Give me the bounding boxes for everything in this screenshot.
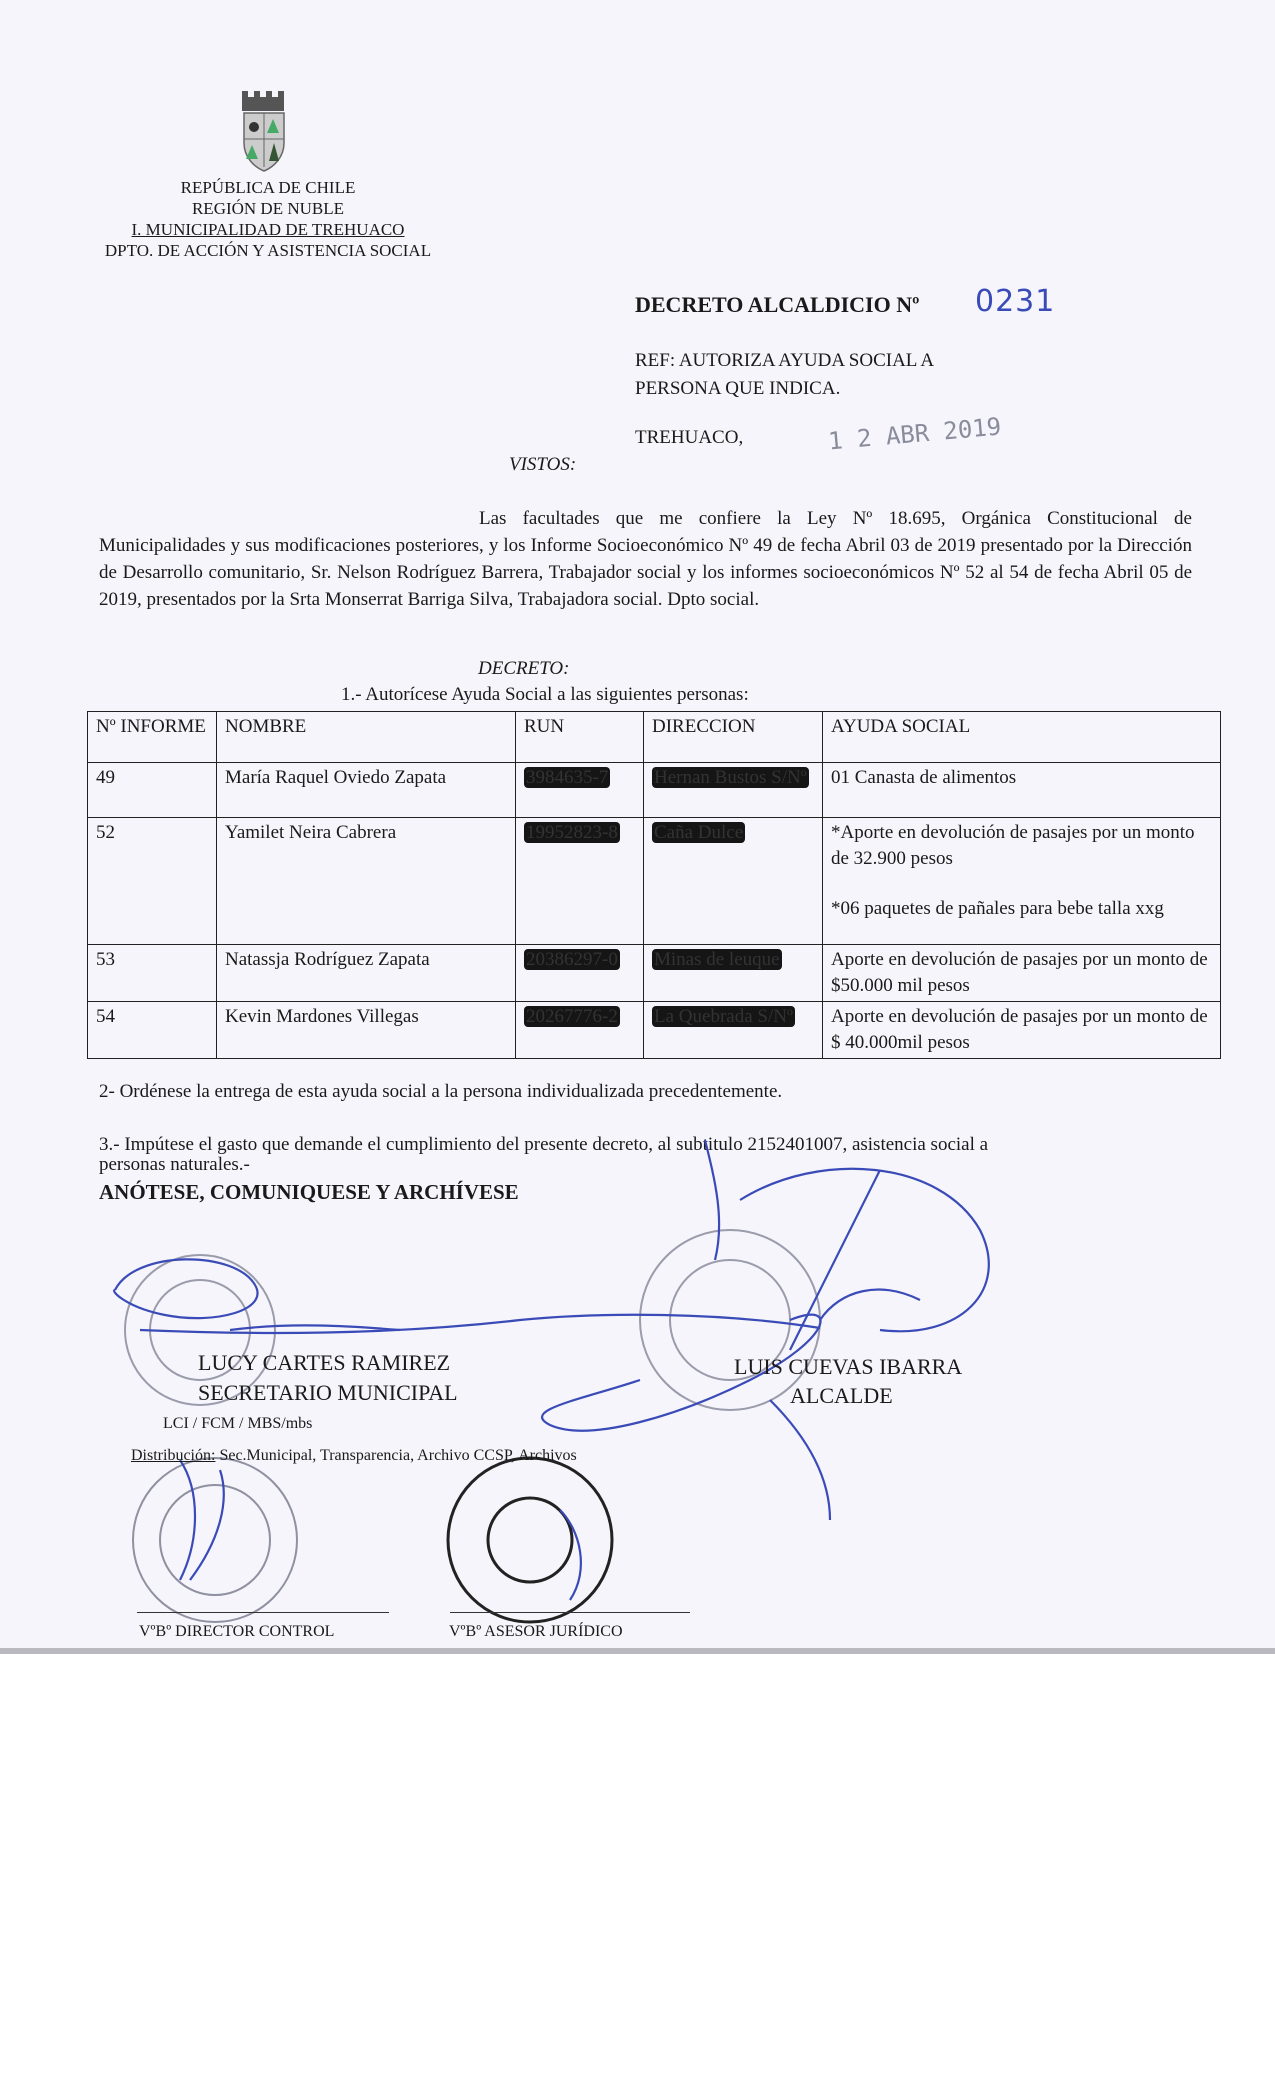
cell-direccion-redacted: Caña Dulce <box>654 822 744 843</box>
vb-director-control: VºBº DIRECTOR CONTROL <box>139 1623 335 1640</box>
header-nombre: NOMBRE <box>217 712 516 763</box>
cell-nombre: Natassja Rodríguez Zapata <box>217 945 516 1002</box>
header-run: RUN <box>516 712 644 763</box>
cell-informe: 53 <box>88 945 217 1002</box>
vistos-paragraph: Las facultades que me confiere la Ley Nº 18.695, Orgánica Constitucional de Municipalidades y sus modificaciones posteriores, y los Informe Socioeconómico Nº 49 de fecha Abril 03 de 2019 presentado por la Dirección de Desarrollo comunitario, Sr. Nelson Rodríguez Barrera, Trabajador social y los informes socioeconómicos Nº 52 al 54 de fecha Abril 05 de 2019, presentados por la Srta Monserrat Barriga Silva, Trabajadora social. Dpto social. <box>99 508 1192 610</box>
header-informe: Nº INFORME <box>88 712 217 763</box>
date-stamp: 1 2 ABR 2019 <box>827 412 1003 456</box>
cell-nombre: Kevin Mardones Villegas <box>217 1002 516 1059</box>
vistos-label: VISTOS: <box>509 454 577 475</box>
distribution <box>131 1447 577 1465</box>
secretary-title: SECRETARIO MUNICIPAL <box>198 1380 458 1405</box>
cell-direccion-redacted: Hernan Bustos S/Nº <box>654 767 807 788</box>
cell-informe: 52 <box>88 818 217 945</box>
ref-line-2: PERSONA QUE INDICA. <box>635 378 841 399</box>
header-ayuda: AYUDA SOCIAL <box>823 712 1221 763</box>
decree-number-handwritten: 0231 <box>975 284 1056 319</box>
decreto-label: DECRETO: <box>478 658 570 679</box>
item-3-line-2: personas naturales.- <box>99 1154 250 1175</box>
header-department: DPTO. DE ACCIÓN Y ASISTENCIA SOCIAL <box>104 241 432 260</box>
closing-formula: ANÓTESE, COMUNIQUESE Y ARCHÍVESE <box>99 1180 519 1204</box>
mayor-title: ALCALDE <box>790 1383 893 1408</box>
header-republic: REPÚBLICA DE CHILE <box>180 178 356 197</box>
cell-ayuda-1: *Aporte en devolución de pasajes por un monto de 32.900 pesos <box>831 822 1195 869</box>
cell-run-redacted: 20386297-0 <box>526 949 618 970</box>
distribution-label: Distribución: <box>131 1447 216 1464</box>
distribution-text: Sec.Municipal, Transparencia, Archivo CCSP, Archivos <box>215 1447 577 1464</box>
header-region: REGIÓN DE NUBLE <box>191 199 345 218</box>
cell-ayuda-2: *06 paquetes de pañales para bebe talla xxg <box>831 898 1164 919</box>
cell-nombre: Yamilet Neira Cabrera <box>217 818 516 945</box>
ref-line-1: REF: AUTORIZA AYUDA SOCIAL A <box>635 350 935 371</box>
juridico-stamp-icon <box>448 1458 612 1622</box>
item-1: 1.- Autorícese Ayuda Social a las siguientes personas: <box>341 684 749 705</box>
secretary-name: LUCY CARTES RAMIREZ <box>198 1350 451 1375</box>
header-municipality: I. MUNICIPALIDAD DE TREHUACO <box>131 220 405 239</box>
cell-informe: 49 <box>88 763 217 818</box>
place: TREHUACO, <box>635 427 744 448</box>
cell-direccion-redacted: Minas de leuque <box>654 949 780 970</box>
cell-informe: 54 <box>88 1002 217 1059</box>
cell-ayuda: Aporte en devolución de pasajes por un monto de $ 40.000mil pesos <box>823 1002 1221 1059</box>
vb-juridico-line <box>450 1612 690 1613</box>
cell-run-redacted: 20267776-2 <box>526 1006 618 1027</box>
vb-asesor-juridico: VºBº ASESOR JURÍDICO <box>449 1623 623 1640</box>
cell-direccion-redacted: La Quebrada S/Nº <box>654 1006 793 1027</box>
item-2: 2- Ordénese la entrega de esta ayuda social a la persona individualizada precedentemente. <box>99 1081 783 1102</box>
cell-run-redacted: 19952823-8 <box>526 822 618 843</box>
cell-ayuda: Aporte en devolución de pasajes por un monto de $50.000 mil pesos <box>823 945 1221 1002</box>
cell-ayuda: 01 Canasta de alimentos <box>823 763 1221 818</box>
mayor-name: LUIS CUEVAS IBARRA <box>734 1354 963 1379</box>
decree-title: DECRETO ALCALDICIO Nº <box>635 292 920 317</box>
control-stamp-icon <box>133 1458 297 1622</box>
item-3-line-1: 3.- Impútese el gasto que demande el cumplimiento del presente decreto, al subtitulo 2152401007, asistencia social a <box>99 1134 989 1155</box>
vb-control-line <box>137 1612 389 1613</box>
header-direccion: DIRECCION <box>644 712 823 763</box>
initials: LCI / FCM / MBS/mbs <box>163 1415 313 1432</box>
cell-nombre: María Raquel Oviedo Zapata <box>217 763 516 818</box>
cell-run-redacted: 3984635-7 <box>526 767 609 788</box>
